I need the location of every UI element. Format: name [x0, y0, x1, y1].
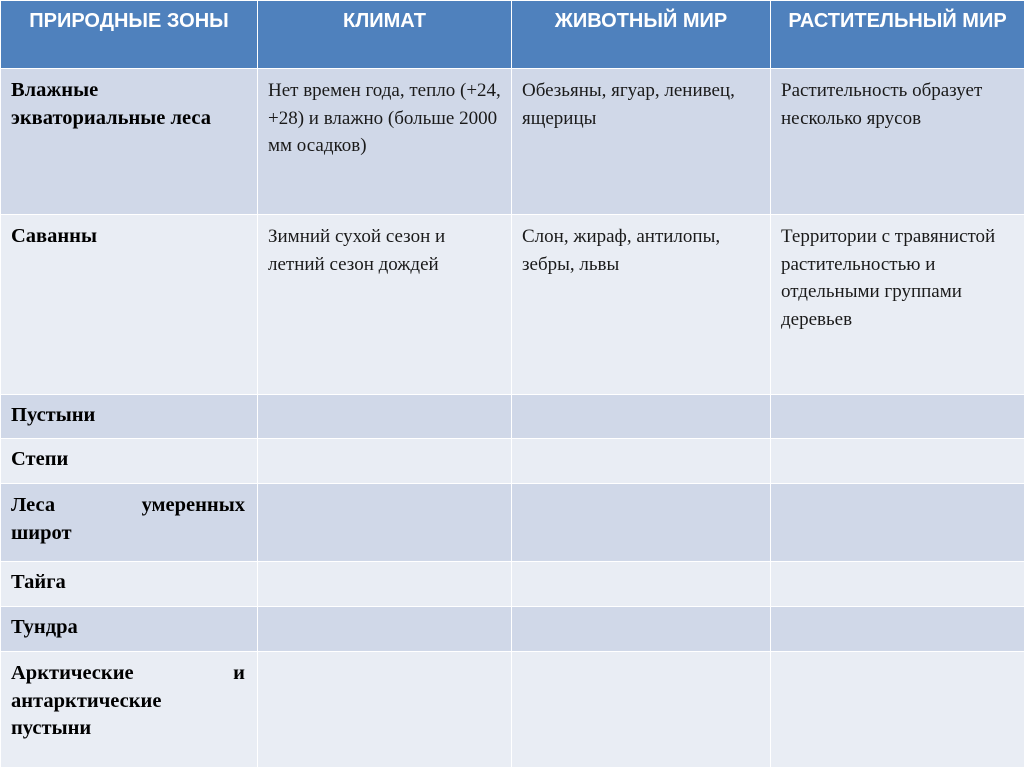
zone-line: антарктические [11, 689, 162, 712]
plants-cell [771, 607, 1024, 652]
animals-cell: Слон, жираф, антилопы, зебры, львы [512, 215, 771, 395]
table-row [1, 484, 1024, 562]
header-zones: ПРИРОДНЫЕ ЗОНЫ [1, 1, 258, 69]
animals-cell [512, 652, 771, 767]
table-row [1, 562, 1024, 607]
animals-cell [512, 562, 771, 607]
header-plants: РАСТИТЕЛЬНЫЙ МИР [771, 1, 1024, 69]
table-row [1, 395, 1024, 439]
table-row [1, 439, 1024, 484]
zone-line: Леса умеренных [11, 494, 245, 516]
table-row [1, 607, 1024, 652]
climate-cell: Зимний сухой сезон и летний сезон дождей [258, 215, 512, 395]
climate-cell [258, 439, 512, 484]
header-climate: КЛИМАТ [258, 1, 512, 69]
zone-cell [1, 652, 258, 767]
header-row [1, 1, 1024, 69]
climate-cell [258, 562, 512, 607]
animals-cell [512, 395, 771, 439]
climate-cell [258, 484, 512, 562]
animals-cell: Обезьяны, ягуар, ленивец, ящерицы [512, 69, 771, 215]
animals-cell [512, 439, 771, 484]
animals-cell [512, 484, 771, 562]
plants-cell [771, 439, 1024, 484]
zone-cell: Степи [1, 439, 258, 484]
climate-cell [258, 395, 512, 439]
zone-line: Арктические и [11, 662, 245, 684]
plants-cell [771, 562, 1024, 607]
plants-cell: Растительность образует несколько ярусов [771, 69, 1024, 215]
zone-cell: Саванны [1, 215, 258, 395]
climate-cell [258, 607, 512, 652]
zone-cell: Тайга [1, 562, 258, 607]
header-animals: ЖИВОТНЫЙ МИР [512, 1, 771, 69]
plants-cell [771, 484, 1024, 562]
table-row [1, 215, 1024, 395]
climate-cell: Нет времен года, тепло (+24, +28) и влажно (больше 2000 мм осадков) [258, 69, 512, 215]
zone-cell: Влажные экваториальные леса [1, 69, 258, 215]
zone-cell [1, 484, 258, 562]
plants-cell: Территории с травянистой растительностью и отдельными группами деревьев [771, 215, 1024, 395]
animals-cell [512, 607, 771, 652]
zone-cell: Пустыни [1, 395, 258, 439]
zone-line: широт [11, 521, 72, 544]
table-row [1, 652, 1024, 767]
zone-line: пустыни [11, 717, 92, 739]
plants-cell [771, 395, 1024, 439]
plants-cell [771, 652, 1024, 767]
climate-cell [258, 652, 512, 767]
zone-cell: Тундра [1, 607, 258, 652]
table-row [1, 69, 1024, 215]
